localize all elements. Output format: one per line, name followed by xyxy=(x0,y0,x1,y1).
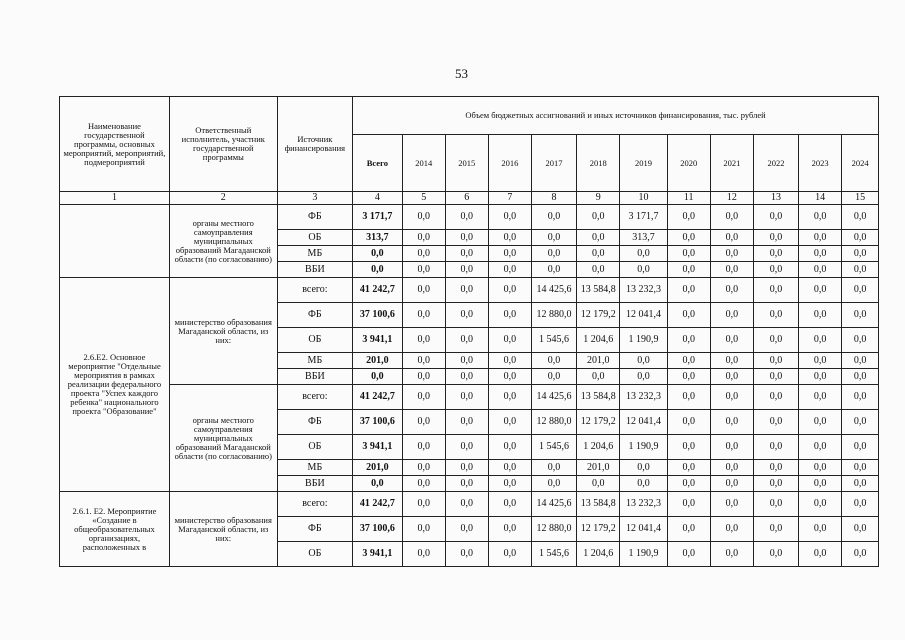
total-cell: 3 941,1 xyxy=(353,435,403,460)
value-cell: 0,0 xyxy=(753,492,798,517)
value-cell: 0,0 xyxy=(753,385,798,410)
value-cell: 0,0 xyxy=(710,262,753,278)
value-cell: 13 584,8 xyxy=(577,278,620,303)
value-cell: 0,0 xyxy=(753,328,798,353)
total-cell: 201,0 xyxy=(353,460,403,476)
value-cell: 0,0 xyxy=(402,476,445,492)
value-cell: 12 880,0 xyxy=(531,517,576,542)
executor-cell: органы местного самоуправления муниципальных образований Магаданской области (по согласованию) xyxy=(169,385,277,492)
total-cell: 0,0 xyxy=(353,369,403,385)
header-year: 2014 xyxy=(402,135,445,192)
value-cell: 0,0 xyxy=(799,460,842,476)
value-cell: 0,0 xyxy=(667,369,710,385)
value-cell: 0,0 xyxy=(842,369,879,385)
value-cell: 0,0 xyxy=(445,369,488,385)
value-cell: 0,0 xyxy=(842,262,879,278)
value-cell: 0,0 xyxy=(577,205,620,230)
column-number: 1 xyxy=(60,192,170,205)
executor-cell: министерство образования Магаданской области, из них: xyxy=(169,278,277,385)
value-cell: 0,0 xyxy=(620,353,667,369)
value-cell: 201,0 xyxy=(577,460,620,476)
value-cell: 0,0 xyxy=(710,476,753,492)
value-cell: 0,0 xyxy=(799,328,842,353)
value-cell: 0,0 xyxy=(710,303,753,328)
executor-cell: министерство образования Магаданской области, из них: xyxy=(169,492,277,567)
column-number: 11 xyxy=(667,192,710,205)
executor-cell: органы местного самоуправления муниципальных образований Магаданской области (по согласованию) xyxy=(169,205,277,278)
value-cell: 1 204,6 xyxy=(577,435,620,460)
value-cell: 0,0 xyxy=(667,262,710,278)
value-cell: 0,0 xyxy=(445,492,488,517)
value-cell: 0,0 xyxy=(799,278,842,303)
value-cell: 0,0 xyxy=(753,246,798,262)
value-cell: 13 232,3 xyxy=(620,385,667,410)
value-cell: 0,0 xyxy=(577,262,620,278)
source-cell: ВБИ xyxy=(277,476,352,492)
program-name-cell xyxy=(60,205,170,278)
value-cell: 0,0 xyxy=(445,410,488,435)
value-cell: 0,0 xyxy=(488,369,531,385)
value-cell: 0,0 xyxy=(753,542,798,567)
value-cell: 12 179,2 xyxy=(577,303,620,328)
value-cell: 0,0 xyxy=(710,542,753,567)
value-cell: 0,0 xyxy=(620,246,667,262)
source-cell: ВБИ xyxy=(277,369,352,385)
value-cell: 0,0 xyxy=(488,517,531,542)
value-cell: 0,0 xyxy=(753,517,798,542)
value-cell: 0,0 xyxy=(842,278,879,303)
source-cell: МБ xyxy=(277,246,352,262)
total-cell: 37 100,6 xyxy=(353,410,403,435)
value-cell: 0,0 xyxy=(402,328,445,353)
value-cell: 0,0 xyxy=(667,303,710,328)
total-cell: 201,0 xyxy=(353,353,403,369)
table-row xyxy=(60,278,879,303)
value-cell: 0,0 xyxy=(753,230,798,246)
value-cell: 0,0 xyxy=(488,492,531,517)
value-cell: 0,0 xyxy=(667,230,710,246)
value-cell: 12 041,4 xyxy=(620,517,667,542)
value-cell: 0,0 xyxy=(753,369,798,385)
value-cell: 0,0 xyxy=(667,328,710,353)
value-cell: 0,0 xyxy=(445,460,488,476)
column-number: 4 xyxy=(353,192,403,205)
header-year: 2021 xyxy=(710,135,753,192)
value-cell: 0,0 xyxy=(445,542,488,567)
value-cell: 0,0 xyxy=(402,205,445,230)
value-cell: 0,0 xyxy=(710,369,753,385)
column-number: 10 xyxy=(620,192,667,205)
value-cell: 0,0 xyxy=(445,476,488,492)
value-cell: 13 232,3 xyxy=(620,278,667,303)
value-cell: 0,0 xyxy=(488,205,531,230)
source-cell: всего: xyxy=(277,278,352,303)
value-cell: 0,0 xyxy=(531,230,576,246)
value-cell: 14 425,6 xyxy=(531,385,576,410)
total-cell: 41 242,7 xyxy=(353,492,403,517)
header-program-name: Наименование государственной программы, основных мероприятий, мероприятий, подмероприятий xyxy=(60,97,170,192)
source-cell: ОБ xyxy=(277,230,352,246)
value-cell: 14 425,6 xyxy=(531,278,576,303)
value-cell: 0,0 xyxy=(667,460,710,476)
budget-table xyxy=(59,96,879,567)
header-year: 2017 xyxy=(531,135,576,192)
total-cell: 0,0 xyxy=(353,246,403,262)
value-cell: 13 584,8 xyxy=(577,492,620,517)
total-cell: 313,7 xyxy=(353,230,403,246)
value-cell: 0,0 xyxy=(799,353,842,369)
column-number: 2 xyxy=(169,192,277,205)
value-cell: 0,0 xyxy=(753,353,798,369)
value-cell: 0,0 xyxy=(799,385,842,410)
value-cell: 0,0 xyxy=(445,517,488,542)
value-cell: 0,0 xyxy=(488,385,531,410)
value-cell: 0,0 xyxy=(842,517,879,542)
value-cell: 0,0 xyxy=(710,278,753,303)
value-cell: 1 545,6 xyxy=(531,435,576,460)
value-cell: 0,0 xyxy=(710,205,753,230)
value-cell: 0,0 xyxy=(445,353,488,369)
value-cell: 0,0 xyxy=(488,476,531,492)
header-year: 2024 xyxy=(842,135,879,192)
source-cell: всего: xyxy=(277,492,352,517)
value-cell: 0,0 xyxy=(842,492,879,517)
total-cell: 41 242,7 xyxy=(353,278,403,303)
value-cell: 0,0 xyxy=(402,410,445,435)
source-cell: ОБ xyxy=(277,435,352,460)
value-cell: 0,0 xyxy=(799,492,842,517)
value-cell: 0,0 xyxy=(710,353,753,369)
value-cell: 0,0 xyxy=(710,230,753,246)
value-cell: 0,0 xyxy=(445,205,488,230)
table-row xyxy=(60,205,879,230)
value-cell: 13 232,3 xyxy=(620,492,667,517)
value-cell: 12 880,0 xyxy=(531,410,576,435)
source-cell: ФБ xyxy=(277,205,352,230)
table-row xyxy=(60,492,879,517)
value-cell: 0,0 xyxy=(753,205,798,230)
value-cell: 0,0 xyxy=(402,303,445,328)
program-name-cell: 2.6.1. Е2. Мероприятие «Создание в общеобразовательных организациях, расположенных в xyxy=(60,492,170,567)
value-cell: 0,0 xyxy=(445,230,488,246)
total-cell: 0,0 xyxy=(353,262,403,278)
value-cell: 0,0 xyxy=(842,435,879,460)
header-executor: Ответственный исполнитель, участник государственной программы xyxy=(169,97,277,192)
value-cell: 1 190,9 xyxy=(620,328,667,353)
header-source: Источник финансирования xyxy=(277,97,352,192)
source-cell: ФБ xyxy=(277,517,352,542)
column-number: 14 xyxy=(799,192,842,205)
column-number: 9 xyxy=(577,192,620,205)
value-cell: 0,0 xyxy=(402,353,445,369)
value-cell: 0,0 xyxy=(842,303,879,328)
total-cell: 37 100,6 xyxy=(353,303,403,328)
value-cell: 0,0 xyxy=(799,435,842,460)
value-cell: 1 545,6 xyxy=(531,542,576,567)
value-cell: 0,0 xyxy=(402,385,445,410)
value-cell: 0,0 xyxy=(445,385,488,410)
value-cell: 0,0 xyxy=(667,353,710,369)
value-cell: 0,0 xyxy=(445,278,488,303)
value-cell: 0,0 xyxy=(402,492,445,517)
column-number: 13 xyxy=(753,192,798,205)
value-cell: 0,0 xyxy=(531,205,576,230)
total-cell: 3 171,7 xyxy=(353,205,403,230)
value-cell: 1 190,9 xyxy=(620,542,667,567)
column-number: 5 xyxy=(402,192,445,205)
value-cell: 0,0 xyxy=(488,435,531,460)
value-cell: 0,0 xyxy=(488,460,531,476)
value-cell: 0,0 xyxy=(445,262,488,278)
column-number: 12 xyxy=(710,192,753,205)
source-cell: ОБ xyxy=(277,328,352,353)
value-cell: 0,0 xyxy=(531,476,576,492)
value-cell: 0,0 xyxy=(577,476,620,492)
value-cell: 0,0 xyxy=(799,303,842,328)
value-cell: 0,0 xyxy=(710,492,753,517)
value-cell: 0,0 xyxy=(710,246,753,262)
table-row xyxy=(60,385,879,410)
value-cell: 1 545,6 xyxy=(531,328,576,353)
value-cell: 0,0 xyxy=(620,262,667,278)
value-cell: 0,0 xyxy=(402,369,445,385)
value-cell: 0,0 xyxy=(488,278,531,303)
value-cell: 0,0 xyxy=(620,460,667,476)
value-cell: 0,0 xyxy=(799,410,842,435)
value-cell: 0,0 xyxy=(402,246,445,262)
value-cell: 0,0 xyxy=(667,278,710,303)
header-year: 2018 xyxy=(577,135,620,192)
value-cell: 0,0 xyxy=(753,460,798,476)
value-cell: 0,0 xyxy=(445,328,488,353)
source-cell: всего: xyxy=(277,385,352,410)
value-cell: 0,0 xyxy=(667,410,710,435)
value-cell: 0,0 xyxy=(753,410,798,435)
total-cell: 0,0 xyxy=(353,476,403,492)
value-cell: 0,0 xyxy=(710,460,753,476)
value-cell: 0,0 xyxy=(710,385,753,410)
value-cell: 0,0 xyxy=(842,205,879,230)
value-cell: 0,0 xyxy=(753,303,798,328)
value-cell: 12 041,4 xyxy=(620,410,667,435)
column-number: 8 xyxy=(531,192,576,205)
source-cell: МБ xyxy=(277,460,352,476)
value-cell: 0,0 xyxy=(667,542,710,567)
value-cell: 3 171,7 xyxy=(620,205,667,230)
column-number: 3 xyxy=(277,192,352,205)
header-year: 2019 xyxy=(620,135,667,192)
value-cell: 0,0 xyxy=(402,542,445,567)
value-cell: 0,0 xyxy=(842,246,879,262)
total-cell: 3 941,1 xyxy=(353,542,403,567)
value-cell: 0,0 xyxy=(842,476,879,492)
value-cell: 0,0 xyxy=(445,246,488,262)
value-cell: 0,0 xyxy=(753,435,798,460)
value-cell: 0,0 xyxy=(488,303,531,328)
value-cell: 0,0 xyxy=(402,460,445,476)
column-number: 15 xyxy=(842,192,879,205)
value-cell: 0,0 xyxy=(488,542,531,567)
value-cell: 0,0 xyxy=(488,328,531,353)
value-cell: 0,0 xyxy=(577,230,620,246)
value-cell: 0,0 xyxy=(842,542,879,567)
value-cell: 13 584,8 xyxy=(577,385,620,410)
value-cell: 0,0 xyxy=(531,369,576,385)
value-cell: 0,0 xyxy=(488,262,531,278)
value-cell: 0,0 xyxy=(402,230,445,246)
value-cell: 201,0 xyxy=(577,353,620,369)
source-cell: ОБ xyxy=(277,542,352,567)
value-cell: 0,0 xyxy=(799,230,842,246)
value-cell: 0,0 xyxy=(842,230,879,246)
value-cell: 0,0 xyxy=(488,410,531,435)
value-cell: 12 179,2 xyxy=(577,410,620,435)
value-cell: 0,0 xyxy=(667,517,710,542)
value-cell: 0,0 xyxy=(531,460,576,476)
value-cell: 1 190,9 xyxy=(620,435,667,460)
value-cell: 0,0 xyxy=(402,517,445,542)
value-cell: 0,0 xyxy=(710,328,753,353)
value-cell: 0,0 xyxy=(402,435,445,460)
value-cell: 0,0 xyxy=(531,262,576,278)
value-cell: 0,0 xyxy=(531,246,576,262)
source-cell: ФБ xyxy=(277,303,352,328)
value-cell: 0,0 xyxy=(620,476,667,492)
value-cell: 313,7 xyxy=(620,230,667,246)
value-cell: 0,0 xyxy=(667,246,710,262)
total-cell: 41 242,7 xyxy=(353,385,403,410)
header-year: 2023 xyxy=(799,135,842,192)
value-cell: 0,0 xyxy=(799,205,842,230)
value-cell: 0,0 xyxy=(445,303,488,328)
total-cell: 37 100,6 xyxy=(353,517,403,542)
value-cell: 0,0 xyxy=(445,435,488,460)
header-year: 2015 xyxy=(445,135,488,192)
value-cell: 0,0 xyxy=(753,262,798,278)
value-cell: 0,0 xyxy=(799,262,842,278)
value-cell: 0,0 xyxy=(799,246,842,262)
column-number: 6 xyxy=(445,192,488,205)
value-cell: 0,0 xyxy=(799,369,842,385)
value-cell: 0,0 xyxy=(710,435,753,460)
value-cell: 12 880,0 xyxy=(531,303,576,328)
header-budget-group: Объем бюджетных ассигнований и иных источников финансирования, тыс. рублей xyxy=(353,97,879,135)
header-total: Всего xyxy=(353,135,403,192)
value-cell: 0,0 xyxy=(402,278,445,303)
value-cell: 0,0 xyxy=(753,476,798,492)
value-cell: 0,0 xyxy=(667,205,710,230)
value-cell: 0,0 xyxy=(531,353,576,369)
header-year: 2016 xyxy=(488,135,531,192)
value-cell: 0,0 xyxy=(799,517,842,542)
value-cell: 0,0 xyxy=(799,542,842,567)
value-cell: 12 041,4 xyxy=(620,303,667,328)
value-cell: 0,0 xyxy=(667,476,710,492)
value-cell: 0,0 xyxy=(488,353,531,369)
value-cell: 0,0 xyxy=(488,246,531,262)
value-cell: 0,0 xyxy=(710,517,753,542)
value-cell: 0,0 xyxy=(667,492,710,517)
column-number: 7 xyxy=(488,192,531,205)
value-cell: 0,0 xyxy=(577,246,620,262)
value-cell: 0,0 xyxy=(402,262,445,278)
value-cell: 12 179,2 xyxy=(577,517,620,542)
value-cell: 1 204,6 xyxy=(577,542,620,567)
value-cell: 0,0 xyxy=(842,353,879,369)
value-cell: 0,0 xyxy=(710,410,753,435)
value-cell: 0,0 xyxy=(842,385,879,410)
value-cell: 0,0 xyxy=(753,278,798,303)
value-cell: 0,0 xyxy=(667,385,710,410)
value-cell: 0,0 xyxy=(842,328,879,353)
header-year: 2020 xyxy=(667,135,710,192)
value-cell: 0,0 xyxy=(667,435,710,460)
value-cell: 0,0 xyxy=(842,410,879,435)
source-cell: ФБ xyxy=(277,410,352,435)
source-cell: МБ xyxy=(277,353,352,369)
page-number: 53 xyxy=(455,66,468,81)
value-cell: 0,0 xyxy=(488,230,531,246)
program-name-cell: 2.6.Е2. Основное мероприятие "Отдельные мероприятия в рамках реализации федерального проекта "Успех каждого ребенка" национального проекта "Образование" xyxy=(60,278,170,492)
value-cell: 0,0 xyxy=(842,460,879,476)
value-cell: 0,0 xyxy=(577,369,620,385)
header-year: 2022 xyxy=(753,135,798,192)
value-cell: 0,0 xyxy=(620,369,667,385)
total-cell: 3 941,1 xyxy=(353,328,403,353)
value-cell: 1 204,6 xyxy=(577,328,620,353)
value-cell: 14 425,6 xyxy=(531,492,576,517)
value-cell: 0,0 xyxy=(799,476,842,492)
source-cell: ВБИ xyxy=(277,262,352,278)
